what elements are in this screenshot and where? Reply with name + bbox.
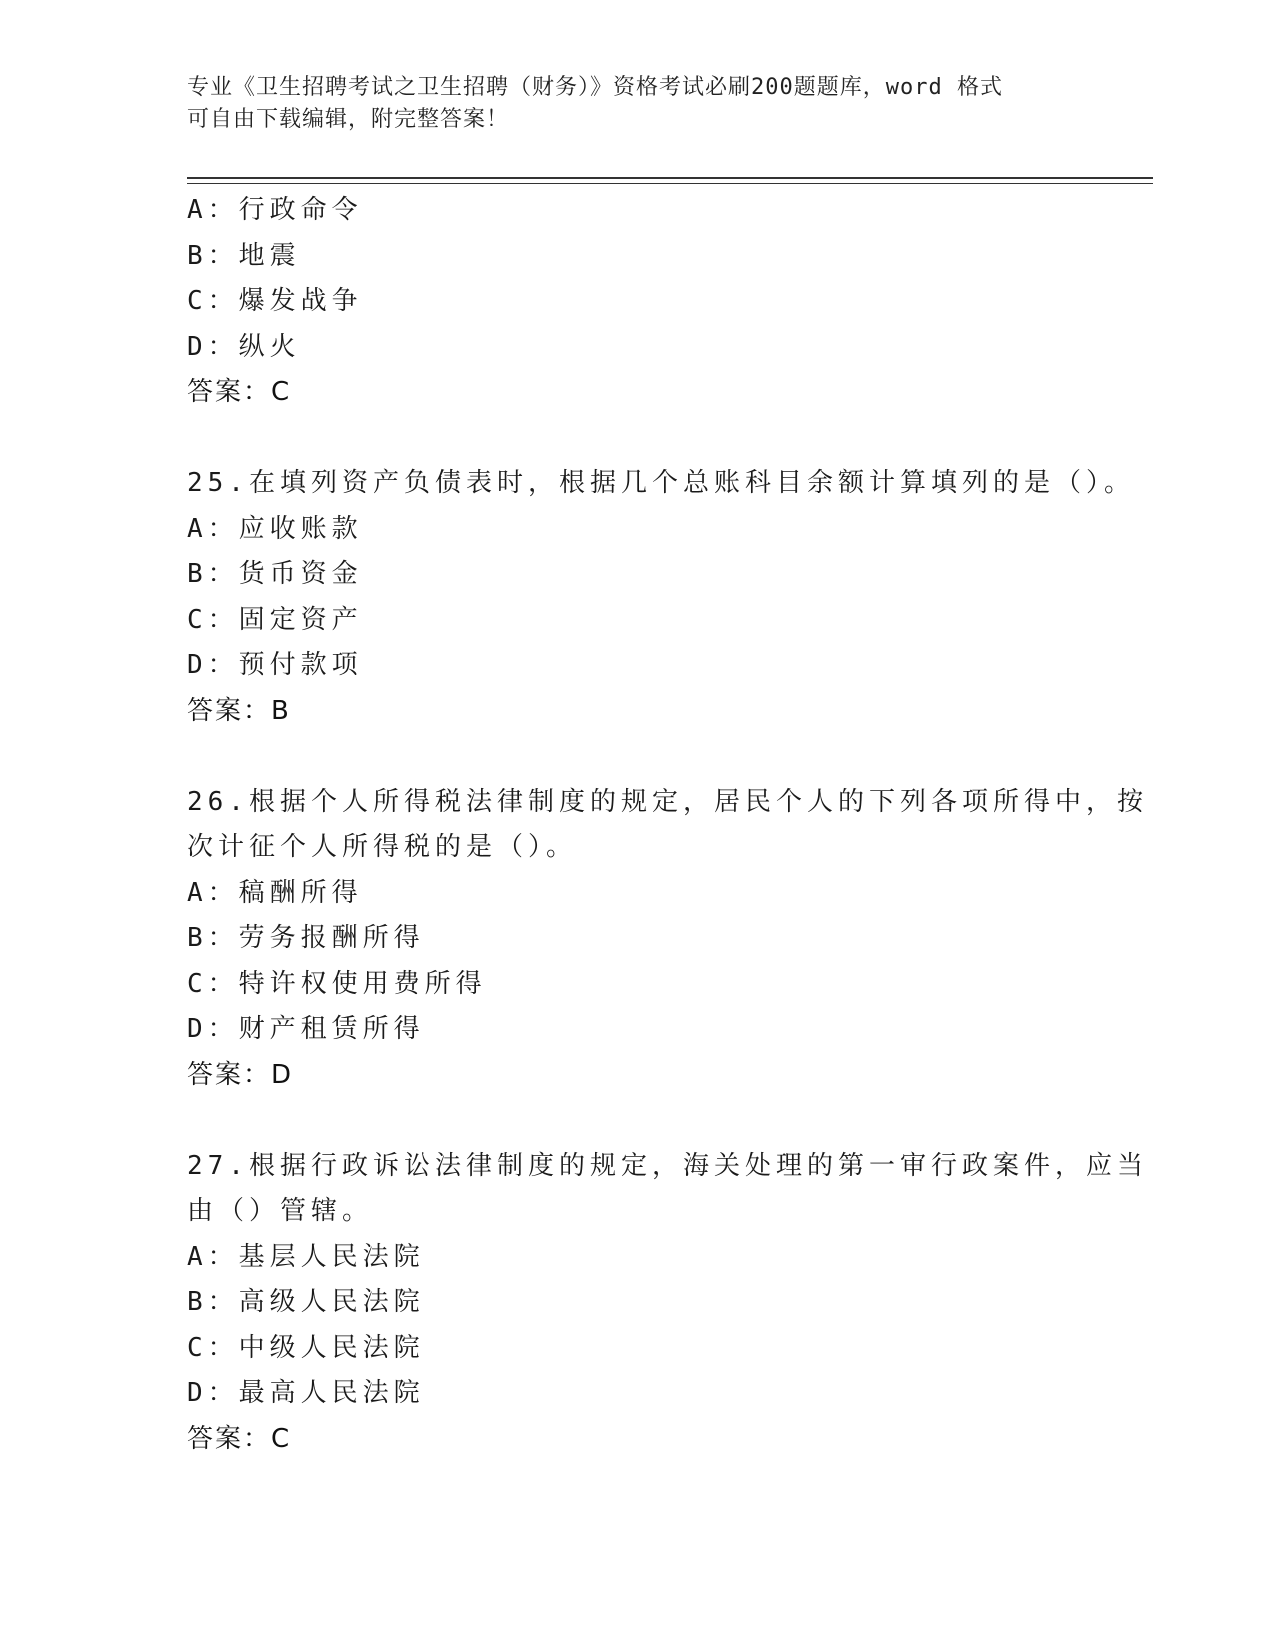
option-c: C：固定资产 [187,604,363,635]
option-a: A：基层人民法院 [187,1241,425,1272]
option-b: B：高级人民法院 [187,1287,425,1317]
option-c: C：特许权使用费所得 [187,968,487,999]
question-stem: 25.在填列资产负债表时，根据几个总账科目余额计算填列的是（）。 [187,468,1135,498]
option-a: A：行政命令 [187,195,363,225]
option-b: B：地震 [187,240,301,271]
answer-line: 答案：C [187,377,292,407]
option-a: A：稿酬所得 [187,877,363,908]
header-divider-thin [187,183,1153,184]
option-c: C：中级人民法院 [187,1332,425,1363]
header-divider-thick [187,177,1153,179]
answer-line: 答案：C [187,1423,292,1454]
document-header [187,72,1067,136]
option-b: B：货币资金 [187,559,363,589]
option-a: A：应收账款 [187,513,363,544]
question-list [187,188,1148,1462]
question-stem: 27.根据行政诉讼法律制度的规定，海关处理的第一审行政案件，应当 [187,1150,1148,1181]
question-stem-continued: 由（）管辖。 [187,1196,374,1226]
option-d: D：最高人民法院 [187,1378,425,1408]
question-block-24 [187,188,1087,416]
question-stem: 26.根据个人所得税法律制度的规定，居民个人的下列各项所得中，按 [187,786,1148,817]
question-block-25 [187,461,1135,734]
spacer [187,734,1087,780]
option-d: D：财产租赁所得 [187,1014,425,1044]
spacer [187,1098,1087,1144]
question-stem-continued: 次计征个人所得税的是（）。 [187,832,578,862]
answer-line: 答案：B [187,695,291,726]
header-line-1: 专业《卫生招聘考试之卫生招聘（财务）》资格考试必刷200题题库，word 格式 [187,75,1003,100]
option-d: D：纵火 [187,331,301,362]
question-block-26 [187,780,1148,1099]
spacer [187,416,1087,462]
answer-line: 答案：D [187,1059,294,1090]
question-block-27 [187,1144,1148,1463]
header-line-2: 可自由下载编辑，附完整答案！ [187,107,510,132]
option-b: B：劳务报酬所得 [187,923,425,953]
option-c: C：爆发战争 [187,286,363,316]
option-d: D：预付款项 [187,650,363,680]
